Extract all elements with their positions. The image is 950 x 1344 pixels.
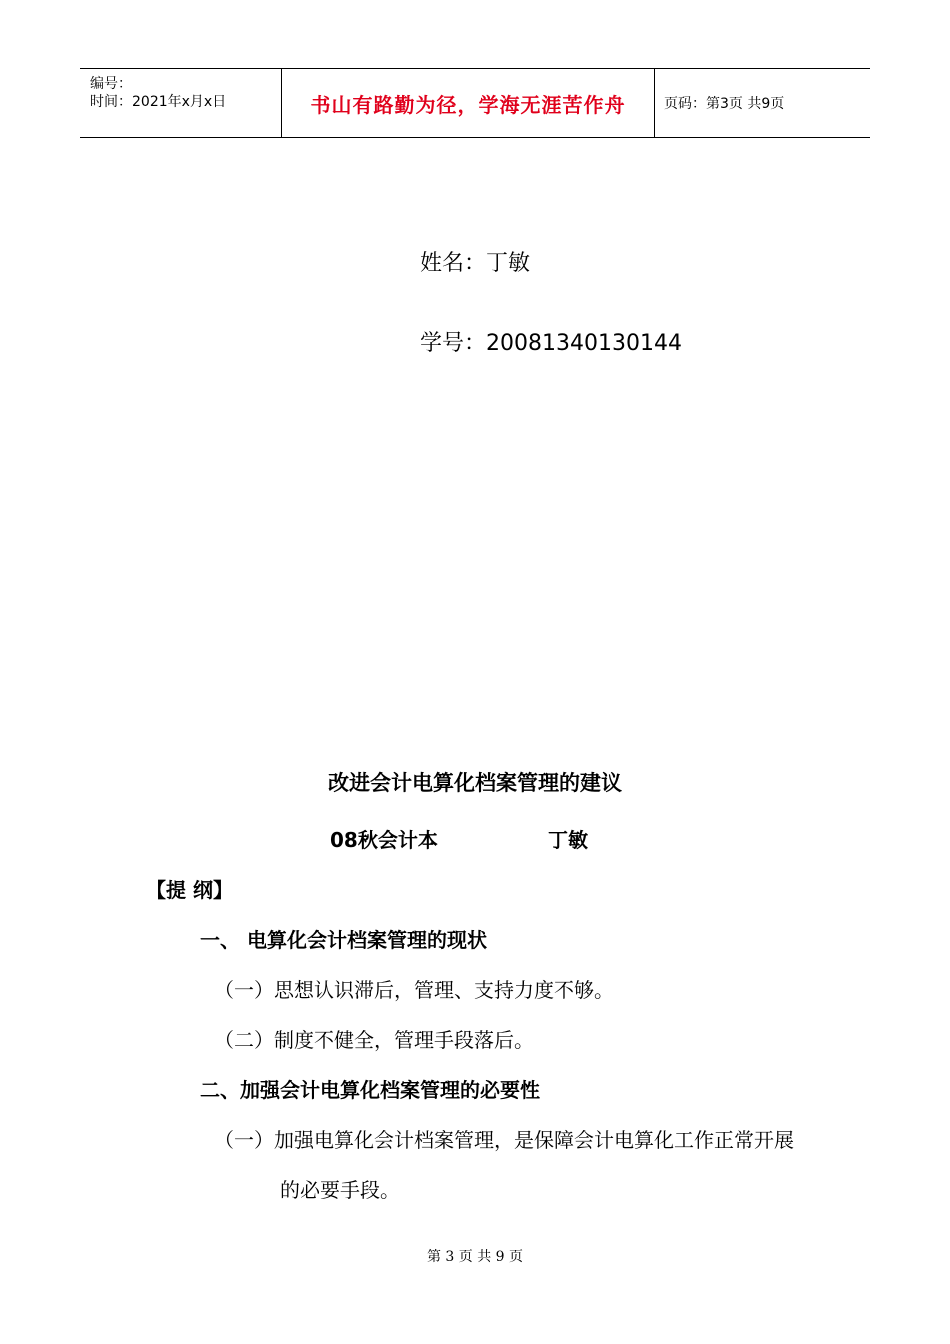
header-motto: 书山有路勤为径，学海无涯苦作舟 <box>310 92 626 117</box>
section-1-heading: 一、 电算化会计档案管理的现状 <box>200 928 487 952</box>
cover-name: 姓名：丁敏 <box>420 251 531 276</box>
section-2-item-1: （一）加强电算化会计档案管理，是保障会计电算化工作正常开展 <box>214 1128 794 1152</box>
header-page-info: 页码：第3页 共9页 <box>664 96 785 112</box>
outline-heading: 【提 纲】 <box>146 878 233 902</box>
header-table <box>80 68 870 138</box>
section-2-heading: 二、加强会计电算化档案管理的必要性 <box>200 1078 540 1102</box>
header-page-cell <box>654 69 870 137</box>
page-footer: 第 3 页 共 9 页 <box>426 1249 524 1265</box>
section-1-item-1: （一）思想认识滞后，管理、支持力度不够。 <box>214 978 614 1002</box>
section-1-item-2: （二）制度不健全，管理手段落后。 <box>214 1028 534 1052</box>
header-motto-cell <box>281 69 655 137</box>
document-number-label: 编号： <box>90 76 132 92</box>
cover-student-id: 学号：20081340130144 <box>420 331 682 356</box>
section-2-item-1-continuation: 的必要手段。 <box>280 1178 400 1202</box>
document-time-label: 时间：2021年x月x日 <box>90 94 227 110</box>
article-author: 丁敏 <box>548 828 588 852</box>
article-class: 08秋会计本 <box>330 828 438 852</box>
header-meta <box>80 69 280 137</box>
article-title: 改进会计电算化档案管理的建议 <box>328 771 622 795</box>
